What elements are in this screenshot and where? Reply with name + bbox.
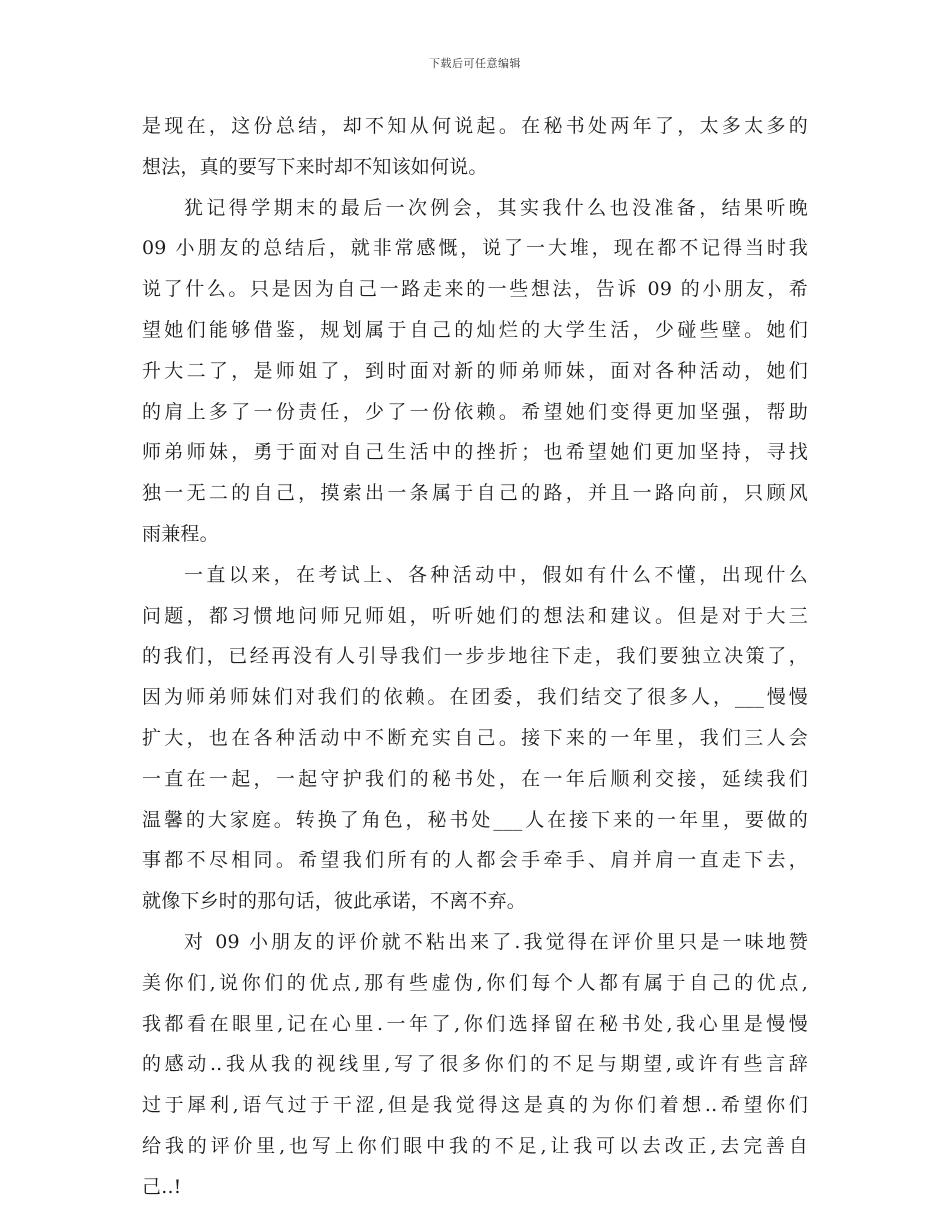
text-line: 温馨的大家庭。转换了角色，秘书处___人在接下来的一年里，要做的	[142, 808, 808, 831]
text-line: 美你们,说你们的优点,那有些虚伪,你们每个人都有属于自己的优点,	[142, 971, 808, 994]
text-line: 一直以来，在考试上、各种活动中，假如有什么不懂，出现什么	[184, 563, 808, 586]
text-line: 独一无二的自己，摸索出一条属于自己的路，并且一路向前，只顾风	[142, 482, 808, 505]
text-line: 师弟师妹，勇于面对自己生活中的挫折；也希望她们更加坚持，寻找	[142, 441, 808, 464]
text-line: 的肩上多了一份责任，少了一份依赖。希望她们变得更加坚强，帮助	[142, 400, 808, 423]
text-line: 一直在一起，一起守护我们的秘书处，在一年后顺利交接，延续我们	[142, 767, 808, 790]
text-line: 因为师弟师妹们对我们的依赖。在团委，我们结交了很多人，___慢慢	[142, 686, 808, 709]
text-line: 事都不尽相同。希望我们所有的人都会手牵手、肩并肩一直走下去，	[142, 849, 808, 872]
document-body	[142, 106, 808, 1208]
text-line: 的我们，已经再没有人引导我们一步步地往下走，我们要独立决策了，	[142, 645, 808, 668]
text-line: 说了什么。只是因为自己一路走来的一些想法，告诉 09 的小朋友，希	[142, 278, 808, 301]
text-line: 雨兼程。	[142, 522, 219, 545]
text-line: 问题，都习惯地问师兄师姐，听听她们的想法和建议。但是对于大三	[142, 604, 808, 627]
text-line: 对 09 小朋友的评价就不粘出来了.我觉得在评价里只是一味地赞	[184, 930, 808, 953]
text-line: 的感动..我从我的视线里,写了很多你们的不足与期望,或许有些言辞	[142, 1053, 808, 1076]
text-line: 想法，真的要写下来时却不知该如何说。	[142, 155, 488, 178]
text-line: 09 小朋友的总结后，就非常感慨，说了一大堆，现在都不记得当时我	[142, 237, 808, 260]
text-line: 己..!	[142, 1175, 182, 1198]
text-line: 犹记得学期末的最后一次例会，其实我什么也没准备，结果听晚	[184, 196, 808, 219]
text-line: 扩大，也在各种活动中不断充实自己。接下来的一年里，我们三人会	[142, 726, 808, 749]
text-line: 是现在，这份总结，却不知从何说起。在秘书处两年了，太多太多的	[142, 115, 808, 137]
text-line: 就像下乡时的那句话，彼此承诺，不离不弃。	[142, 890, 527, 913]
text-line: 我都看在眼里,记在心里.一年了,你们选择留在秘书处,我心里是慢慢	[142, 1012, 808, 1035]
text-line: 过于犀利,语气过于干涩,但是我觉得这是真的为你们着想..希望你们	[142, 1094, 808, 1117]
page-header: 下载后可任意编辑	[429, 57, 521, 70]
text-line: 升大二了，是师姐了，到时面对新的师弟师妹，面对各种活动，她们	[142, 359, 808, 382]
text-line: 望她们能够借鉴，规划属于自己的灿烂的大学生活，少碰些壁。她们	[142, 318, 808, 341]
text-line: 给我的评价里,也写上你们眼中我的不足,让我可以去改正,去完善自	[142, 1134, 808, 1157]
